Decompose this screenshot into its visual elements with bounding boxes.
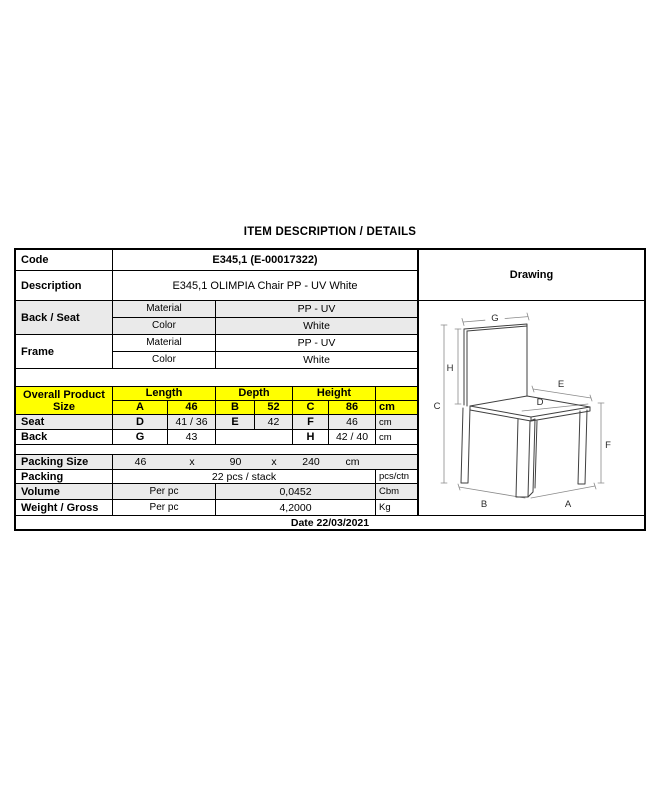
back-seat-material-value: PP - UV xyxy=(297,302,336,315)
overall-unit: cm xyxy=(379,401,395,414)
back-seat-material-label: Material xyxy=(113,301,216,317)
back-value-h: 42 / 40 xyxy=(329,430,376,444)
spec-rows xyxy=(16,250,417,515)
row-weight xyxy=(16,500,417,515)
back-empty-cell xyxy=(216,430,293,444)
volume-basis: Per pc xyxy=(113,484,216,499)
overall-size-label-line2: Size xyxy=(52,400,75,413)
section-frame xyxy=(16,335,417,369)
seat-value-f: 46 xyxy=(329,415,376,429)
volume-unit: Cbm xyxy=(379,486,400,497)
code-value: E345,1 (E-00017322) xyxy=(212,254,318,266)
spacer-row xyxy=(16,369,417,387)
page-title: ITEM DESCRIPTION / DETAILS xyxy=(243,226,417,238)
seat-value-d: 41 / 36 xyxy=(168,415,216,429)
back-key-g: G xyxy=(113,430,168,444)
back-seat-label: Back / Seat xyxy=(16,301,113,334)
packing-size-value xyxy=(113,455,417,469)
drawing-title: Drawing xyxy=(419,250,644,301)
code-label: Code xyxy=(16,250,113,270)
seat-unit: cm xyxy=(379,416,392,428)
seat-key-f: F xyxy=(293,415,329,429)
frame-material-value: PP - UV xyxy=(297,336,336,349)
row-code xyxy=(16,250,417,271)
dim-label-b: B xyxy=(480,499,488,510)
description-value: E345,1 OLIMPIA Chair PP - UV White xyxy=(172,279,358,292)
row-volume xyxy=(16,484,417,500)
table-upper-region xyxy=(16,250,644,515)
seat-label: Seat xyxy=(16,415,113,429)
back-seat-color-label: Color xyxy=(113,318,216,334)
back-value-g: 43 xyxy=(168,430,216,444)
weight-label: Weight / Gross xyxy=(16,500,113,515)
overall-value-a: 46 xyxy=(168,401,216,414)
overall-key-c: C xyxy=(293,401,329,414)
chair-drawing-area xyxy=(419,301,644,515)
packing-label: Packing xyxy=(16,470,113,483)
depth-header: Depth xyxy=(216,387,293,400)
dim-label-e: E xyxy=(557,379,565,390)
overall-size-label xyxy=(16,387,113,414)
dim-label-f: F xyxy=(605,440,611,451)
dim-label-a: A xyxy=(564,499,572,510)
overall-key-b: B xyxy=(216,401,255,414)
seat-key-d: D xyxy=(113,415,168,429)
overall-size-label-line1: Overall Product xyxy=(23,388,105,401)
section-back-seat xyxy=(16,301,417,335)
chair-drawing xyxy=(419,301,644,515)
packing-size-label: Packing Size xyxy=(16,455,113,469)
date-row: Date 22/03/2021 xyxy=(16,515,644,529)
packing-size-unit: cm xyxy=(345,456,360,468)
volume-label: Volume xyxy=(16,484,113,499)
row-packing xyxy=(16,470,417,484)
frame-material-label: Material xyxy=(113,335,216,351)
volume-value: 0,0452 xyxy=(216,484,376,499)
dim-label-h: H xyxy=(446,363,454,374)
height-header: Height xyxy=(293,387,376,400)
overall-value-c: 86 xyxy=(329,401,376,414)
row-seat xyxy=(16,415,417,430)
weight-unit: Kg xyxy=(379,502,391,513)
dim-label-c: C xyxy=(433,401,441,412)
length-header: Length xyxy=(113,387,216,400)
spec-table xyxy=(14,248,646,531)
back-unit: cm xyxy=(379,431,392,443)
spacer-row-2 xyxy=(16,445,417,455)
drawing-panel xyxy=(417,250,644,515)
packing-size-d1: 46 xyxy=(134,456,147,468)
overall-key-a: A xyxy=(113,401,168,414)
row-description xyxy=(16,271,417,301)
weight-basis: Per pc xyxy=(113,500,216,515)
dim-label-d: D xyxy=(536,397,544,408)
seat-value-e: 42 xyxy=(255,415,293,429)
overall-value-b: 52 xyxy=(255,401,293,414)
packing-size-d2: 90 xyxy=(229,456,242,468)
row-back xyxy=(16,430,417,445)
overall-unit-spacer xyxy=(376,387,417,400)
overall-size-block xyxy=(16,387,417,415)
dim-label-g: G xyxy=(491,313,499,324)
packing-size-x2: x xyxy=(271,456,277,468)
packing-unit: pcs/ctn xyxy=(379,471,410,482)
packing-value: 22 pcs / stack xyxy=(113,470,376,483)
frame-color-value: White xyxy=(303,353,330,366)
row-packing-size xyxy=(16,455,417,470)
back-label: Back xyxy=(16,430,113,444)
back-key-h: H xyxy=(293,430,329,444)
packing-size-x1: x xyxy=(189,456,195,468)
packing-size-d3: 240 xyxy=(302,456,320,468)
frame-label: Frame xyxy=(16,335,113,368)
frame-color-label: Color xyxy=(113,352,216,368)
description-label: Description xyxy=(16,271,113,300)
weight-value: 4,2000 xyxy=(216,500,376,515)
seat-key-e: E xyxy=(216,415,255,429)
back-seat-color-value: White xyxy=(303,319,330,332)
